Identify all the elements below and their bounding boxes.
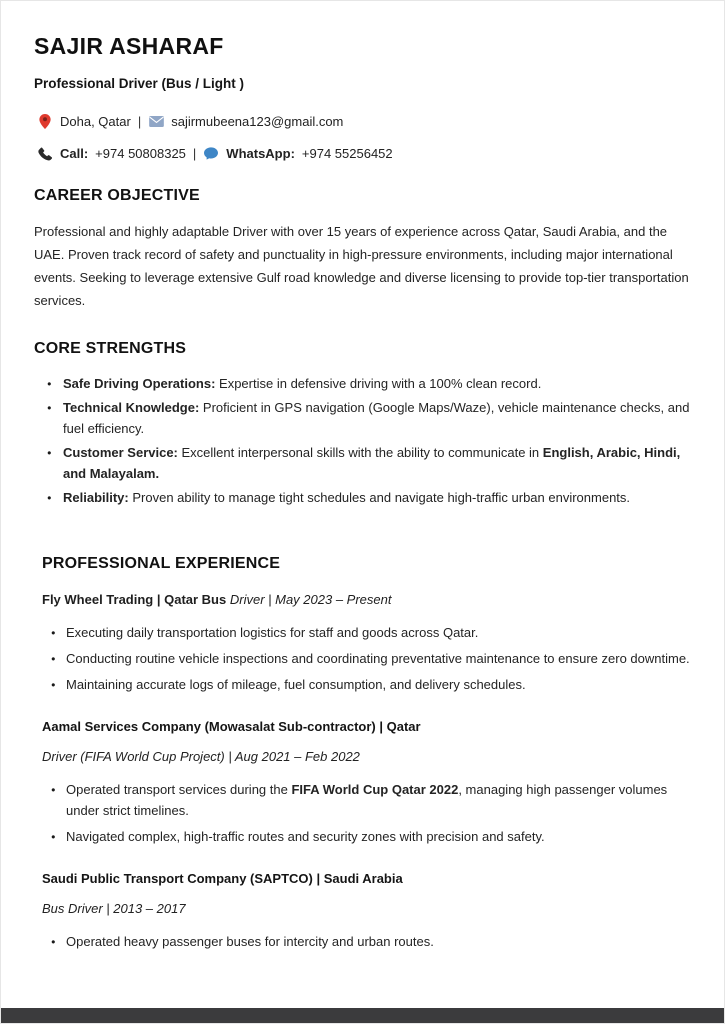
- viewer-bottom-edge: [1, 1008, 724, 1023]
- location-pin-icon: [37, 114, 53, 129]
- strength-text: Proficient in GPS navigation (Google Maps/Waze), vehicle maintenance checks, and fuel efficiency.: [63, 399, 690, 436]
- job-bullet: [42, 674, 690, 695]
- job-bullet-list: [42, 931, 690, 952]
- call-number: +974 50808325: [95, 146, 186, 161]
- strength-label: Reliability:: [63, 489, 129, 505]
- bullet-bold: FIFA World Cup Qatar 2022: [291, 781, 459, 797]
- bullet-text: Conducting routine vehicle inspections and coordinating preventative maintenance to ensure zero downtime.: [66, 650, 690, 666]
- job-bullet: [42, 622, 690, 643]
- strength-label: Technical Knowledge:: [63, 399, 200, 415]
- section-heading-core-strengths: CORE STRENGTHS: [34, 339, 187, 357]
- job-role: Driver | May 2023 – Present: [229, 591, 392, 607]
- strength-label: Customer Service:: [63, 444, 178, 460]
- job-bullet: [42, 826, 690, 847]
- bullet-text: Navigated complex, high-traffic routes and security zones with precision and safety.: [66, 829, 545, 845]
- job-company: Fly Wheel Trading | Qatar Bus: [42, 591, 227, 607]
- job-bullet: [42, 779, 690, 821]
- candidate-job-title: Professional Driver (Bus / Light ): [34, 76, 245, 91]
- section-heading-career-objective: CAREER OBJECTIVE: [34, 187, 200, 204]
- core-strengths-list: [34, 373, 690, 508]
- strength-text: Proven ability to manage tight schedules and navigate high-traffic urban environments.: [128, 489, 631, 505]
- whatsapp-label: WhatsApp:: [226, 146, 295, 161]
- strength-label: Safe Driving Operations:: [63, 375, 216, 391]
- whatsapp-icon: [203, 147, 219, 160]
- strength-text: Excellent interpersonal skills with the ability to communicate in: [177, 444, 543, 460]
- job-aamal-services: [42, 719, 690, 847]
- bullet-text: Operated heavy passenger buses for intercity and urban routes.: [66, 934, 434, 950]
- job-bullet-list: [42, 779, 690, 847]
- bullet-text: Maintaining accurate logs of mileage, fuel consumption, and delivery schedules.: [66, 676, 526, 692]
- job-company: Saudi Public Transport Company (SAPTCO) | Saudi Arabia: [42, 871, 403, 887]
- email-icon: [148, 116, 164, 127]
- separator: |: [137, 114, 142, 129]
- job-bullet-list: [42, 622, 690, 695]
- call-label: Call:: [60, 146, 89, 161]
- candidate-name: SAJIR ASHARAF: [34, 33, 224, 59]
- whatsapp-number: +974 55256452: [301, 146, 393, 161]
- contact-phone-row: [34, 146, 690, 161]
- strength-item-safe-driving: [34, 373, 690, 394]
- contact-location-row: [34, 114, 690, 129]
- job-company: Aamal Services Company (Mowasalat Sub-contractor) | Qatar: [42, 718, 421, 734]
- job-saptco: [42, 871, 690, 952]
- bullet-text: Executing daily transportation logistics for staff and goods across Qatar.: [66, 624, 479, 640]
- strength-bold-tail: English, Arabic, Hindi, and Malayalam.: [63, 444, 681, 481]
- phone-icon: [37, 147, 53, 161]
- bullet-text: Operated transport services during the: [66, 781, 292, 797]
- career-objective-text: Professional and highly adaptable Driver with over 15 years of experience across Qatar, Saudi Arabia, and the UAE. Proven track record of safety and punctuality in high-pressure environments, including major international events. Seeking to leverage extensive Gulf road knowledge and diverse licensing to provide top-tier transportation services.: [34, 224, 689, 309]
- job-header: [42, 592, 690, 607]
- job-bullet: [42, 648, 690, 669]
- strength-item-reliability: [34, 487, 690, 508]
- bullet-tail: , managing high passenger volumes under strict timelines.: [66, 781, 668, 818]
- separator: |: [192, 146, 197, 161]
- email-text: sajirmubeena123@gmail.com: [171, 114, 344, 129]
- section-heading-professional-experience: PROFESSIONAL EXPERIENCE: [42, 554, 281, 572]
- strength-item-technical-knowledge: [34, 397, 690, 439]
- experience-section: [34, 555, 690, 952]
- job-bullet: [42, 931, 690, 952]
- job-fly-wheel-trading: [42, 592, 690, 695]
- location-text: Doha, Qatar: [60, 114, 131, 129]
- strength-text: Expertise in defensive driving with a 100% clean record.: [215, 375, 542, 391]
- job-role: Driver (FIFA World Cup Project) | Aug 2021 – Feb 2022: [42, 748, 360, 764]
- strength-item-customer-service: [34, 442, 690, 484]
- job-role: Bus Driver | 2013 – 2017: [42, 901, 186, 917]
